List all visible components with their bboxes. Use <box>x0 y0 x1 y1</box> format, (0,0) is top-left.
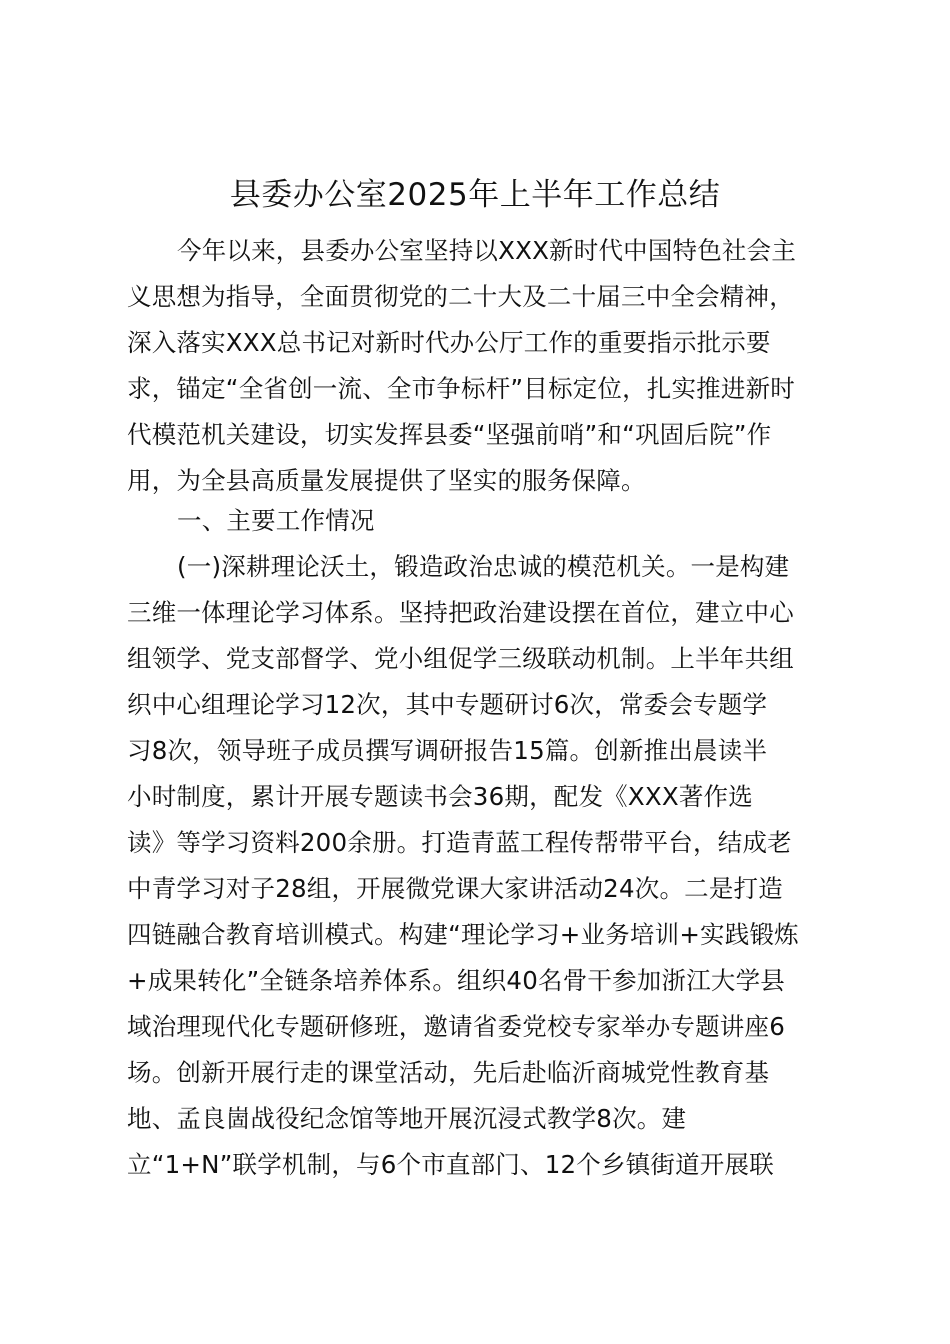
document-title: 县委办公室2025年上半年工作总结 <box>229 177 721 213</box>
body-line-15: 中青学习对子28组，开展微党课大家讲活动24次。二是打造 <box>127 874 783 903</box>
body-line-8: (一)深耕理论沃土，锻造政治忠诚的模范机关。一是构建 <box>177 552 790 581</box>
body-line-19: 场。创新开展行走的课堂活动，先后赴临沂商城党性教育基 <box>127 1058 770 1087</box>
body-line-17: +成果转化”全链条培养体系。组织40名骨干参加浙江大学县 <box>127 966 785 995</box>
body-line-20: 地、孟良崮战役纪念馆等地开展沉浸式教学8次。建 <box>127 1104 687 1133</box>
body-line-18: 域治理现代化专题研修班，邀请省委党校专家举办专题讲座6 <box>127 1012 785 1041</box>
body-line-6: 用，为全县高质量发展提供了坚实的服务保障。 <box>127 466 646 495</box>
body-line-10: 组领学、党支部督学、党小组促学三级联动机制。上半年共组 <box>127 644 794 673</box>
body-line-13: 小时制度，累计开展专题读书会36期，配发《XXX著作选 <box>127 782 753 811</box>
body-line-4: 求，锚定“全省创一流、全市争标杆”目标定位，扎实推进新时 <box>127 374 795 403</box>
body-line-21: 立“1+N”联学机制，与6个市直部门、12个乡镇街道开展联 <box>127 1150 774 1179</box>
body-line-14: 读》等学习资料200余册。打造青蓝工程传帮带平台，结成老 <box>127 828 792 857</box>
section-heading: 一、主要工作情况 <box>177 506 375 535</box>
body-line-9: 三维一体理论学习体系。坚持把政治建设摆在首位，建立中心 <box>127 598 794 627</box>
body-line-3: 深入落实XXX总书记对新时代办公厅工作的重要指示批示要 <box>127 328 771 357</box>
body-line-12: 习8次，领导班子成员撰写调研报告15篇。创新推出晨读半 <box>127 736 768 765</box>
body-line-2: 义思想为指导，全面贯彻党的二十大及二十届三中全会精神， <box>127 282 794 311</box>
body-line-1: 今年以来，县委办公室坚持以XXX新时代中国特色社会主 <box>177 236 797 265</box>
body-line-5: 代模范机关建设，切实发挥县委“坚强前哨”和“巩固后院”作 <box>127 420 772 449</box>
body-line-11: 织中心组理论学习12次，其中专题研讨6次，常委会专题学 <box>127 690 768 719</box>
body-line-16: 四链融合教育培训模式。构建“理论学习+业务培训+实践锻炼 <box>127 920 799 949</box>
